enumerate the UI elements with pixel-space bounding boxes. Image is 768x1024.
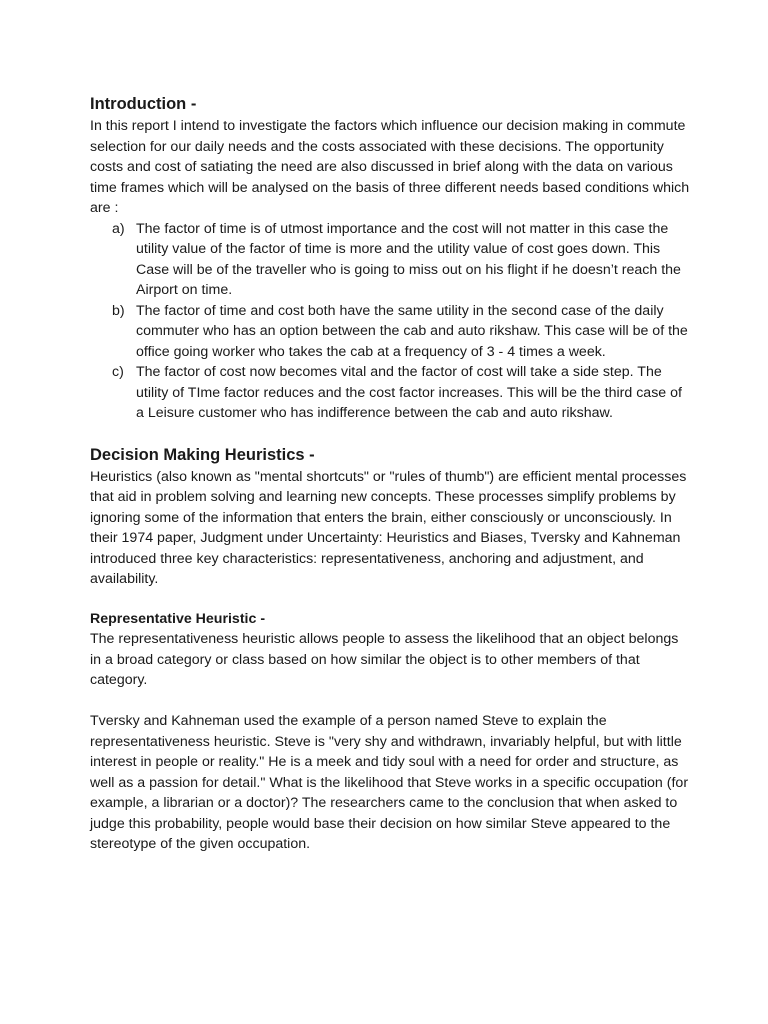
representative-paragraph-2: Tversky and Kahneman used the example of a person named Steve to explain the representativeness heuristic. Steve is "very shy and withdrawn, invariably helpful, but with little interest in people or reality." He is a meek and tidy soul with a need for order and structure, as well as a passion for detail." What is the likelihood that Steve works in a specific occupation (for example, a librarian or a doctor)? The researchers came to the conclusion that when asked to judge this probability, people would base their decision on how similar Steve appeared to the stereotype of the given occupation.: [90, 713, 689, 852]
introduction-section: [90, 93, 690, 424]
list-item: [90, 219, 690, 301]
conditions-list: [90, 219, 690, 424]
list-marker: c): [112, 364, 124, 380]
list-marker: b): [112, 302, 125, 319]
list-item-text: The factor of time is of utmost importance and the cost will not matter in this case the utility value of the factor of time is more and the utility value of cost goes down. This Case will be of the traveller who is going to miss out on his flight if he doesn’t reach the Airport on time.: [136, 220, 681, 298]
heuristics-heading: Decision Making Heuristics -: [90, 445, 315, 464]
representative-paragraph-1: The representativeness heuristic allows people to assess the likelihood that an object belongs in a broad category or class based on how similar the object is to other members of that category.: [90, 631, 679, 688]
list-item: [90, 301, 690, 363]
paragraph-spacer: [90, 691, 690, 712]
heuristics-paragraph: Heuristics (also known as "mental shortcuts" or "rules of thumb") are efficient mental processes that aid in problem solving and learning new concepts. These processes simplify problems by ignoring some of the information that enters the brain, either consciously or unconsciously. In their 1974 paper, Judgment under Uncertainty: Heuristics and Biases, Tversky and Kahneman introduced three key characteristics: representativeness, anchoring and adjustment, and availability.: [90, 468, 687, 587]
heuristics-section: [90, 444, 690, 590]
document-page: [90, 93, 690, 855]
representative-section: [90, 609, 690, 855]
representative-heading: Representative Heuristic -: [90, 610, 266, 627]
list-item: [90, 362, 690, 424]
list-item-text: The factor of time and cost both have the same utility in the second case of the daily commuter who has an option between the cab and auto rikshaw. This case will be of the office going worker who takes the cab at a frequency of 3 - 4 times a week.: [136, 302, 688, 360]
introduction-heading: Introduction -: [90, 95, 197, 113]
introduction-paragraph: In this report I intend to investigate the factors which influence our decision making in commute selection for our daily needs and the costs associated with these decisions. The opportunity costs and cost of satiating the need are also discussed in brief along with the data on various time frames which will be analysed on the basis of three different needs based conditions which are :: [90, 118, 690, 216]
list-item-text: The factor of cost now becomes vital and the factor of cost will take a side step. The utility of TIme factor reduces and the cost factor increases. This will be the third case of a Leisure customer who has indifference between the cab and auto rikshaw.: [136, 364, 682, 421]
list-marker: a): [112, 220, 125, 237]
